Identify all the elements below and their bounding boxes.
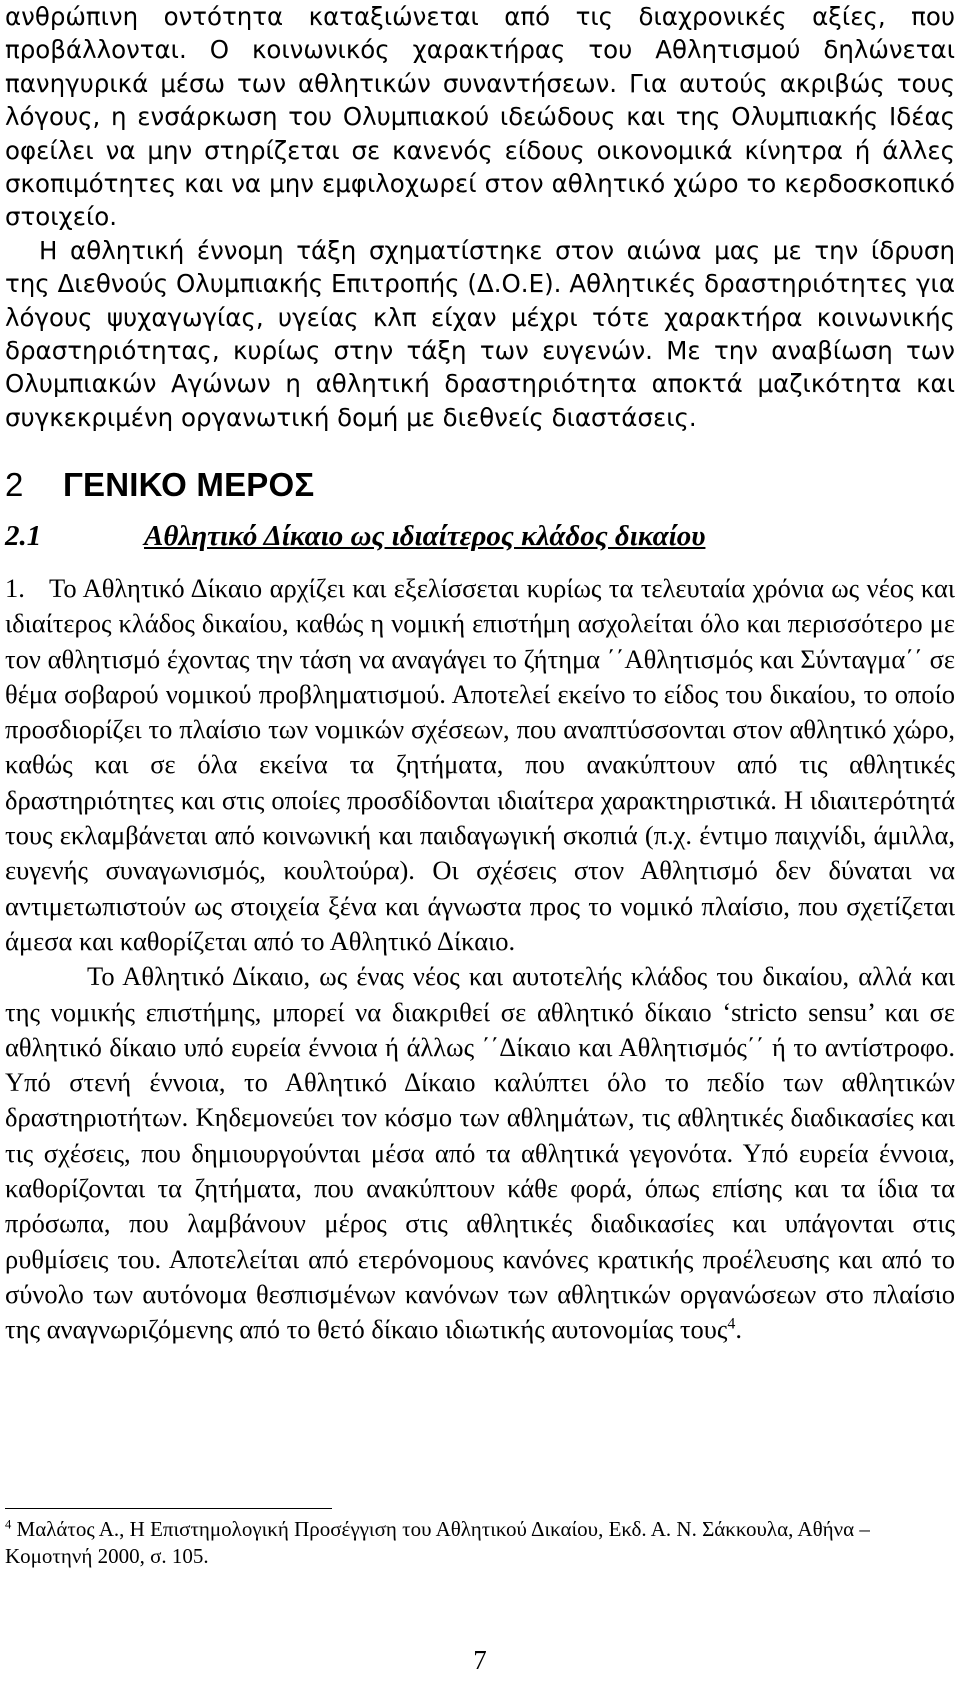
footnote-text: Μαλάτος Α., Η Επιστημολογική Προσέγγιση του Αθλητικού Δικαίου, Εκδ. Α. Ν. Σάκκουλα, Αθήνα – Κομοτηνή 2000, σ. 105. <box>5 1517 870 1568</box>
section-title: ΓΕΝΙΚΟ ΜΕΡΟΣ <box>63 466 315 503</box>
paragraph-number: 1. <box>5 573 25 603</box>
numbered-paragraph <box>5 571 955 959</box>
footnote-separator <box>5 1508 332 1509</box>
subsection-title: Αθλητικό Δίκαιο ως ιδιαίτερος κλάδος δικαίου <box>144 520 706 552</box>
paragraph-3 <box>5 959 955 1347</box>
page-number: 7 <box>473 1645 487 1675</box>
subsection-number: 2.1 <box>5 520 42 552</box>
footnote-mark: 4 <box>5 1517 12 1532</box>
intro-paragraph-1: ανθρώπινη οντότητα καταξιώνεται από τις διαχρονικές αξίες, που προβάλλονται. Ο κοινωνικός χαρακτήρας του Αθλητισμού δηλώνεται πανηγυρικά μέσω των αθλητικών συναντήσεων. Για αυτούς ακριβώς τους λόγους, η ενσάρκωση του Ολυμπιακού ιδεώδους και της Ολυμπιακής Ιδέας οφείλει να μην στηρίζεται σε κανενός είδους οικονομικά κίνητρα ή άλλες σκοπιμότητες και να μην εμφιλοχωρεί στον αθλητικό χώρο το κερδοσκοπικό στοιχείο. <box>5 2 955 232</box>
subsection-heading <box>5 520 705 553</box>
footnote <box>5 1516 955 1570</box>
paragraph-3-end: . <box>735 1314 742 1345</box>
section-number: 2 <box>5 466 24 503</box>
paragraph-3-text: Το Αθλητικό Δίκαιο, ως ένας νέος και αυτοτελής κλάδος του δικαίου, αλλά και της νομικής επιστήμης, μπορεί να διακριθεί σε αθλητικό δίκαιο ‘stricto sensu’ και σε αθλητικό δίκαιο υπό ευρεία έννοια ή άλλως ΄΄Δίκαιο και Αθλητισμός΄΄ ή το αντίστροφο. Υπό στενή έννοια, το Αθλητικό Δίκαιο καλύπτει όλο το πεδίο των αθλητικών δραστηριοτήτων. Κηδεμονεύει τον κόσμο των αθλημάτων, τις αθλητικές διαδικασίες και τις σχέσεις, που δημιουργούνται μέσα από τα αθλητικά γεγονότα. Υπό ευρεία έννοια, καθορίζονται τα ζητήματα, που ανακύπτουν κάθε φορά, όπως επίσης και τα ίδια τα πρόσωπα, που λαμβάνουν μέρος στις αθλητικές διαδικασίες και υπάγονται στις ρυθμίσεις του. Αποτελείται από ετερόνομους κανόνες κρατικής προέλευσης και από το σύνολο των αυτόνομα θεσπισμένων κανόνων των αθλητικών οργανώσεων στο πλαίσιο της αναγνωριζόμενης από το θετό δίκαιο ιδιωτικής αυτονομίας τους <box>5 961 955 1345</box>
body-section <box>5 571 955 1348</box>
numbered-paragraph-text: Το Αθλητικό Δίκαιο αρχίζει και εξελίσσεται κυρίως τα τελευταία χρόνια ως νέος και ιδιαίτερος κλάδος δικαίου, καθώς η νομική επιστήμη ασχολείται όλο και περισσότερο με τον αθλητισμό έχοντας την τάση να αναγάγει το ζήτημα ΄΄Αθλητισμός και Σύνταγμα΄΄ σε θέμα σοβαρού νομικού προβληματισμού. Αποτελεί εκείνο το είδος του δικαίου, το οποίο προσδιορίζει το πλαίσιο των νομικών σχέσεων, που αναπτύσσονται στον αθλητικό χώρο, καθώς και σε όλα εκείνα τα ζητήματα, που ανακύπτουν από τις αθλητικές δραστηριότητες και στις οποίες προσδίδονται ιδιαίτερα χαρακτηριστικά. Η ιδιαιτερότητά τους εκλαμβάνεται από κοινωνική και παιδαγωγική σκοπιά (π.χ. έντιμο παιχνίδι, άμιλλα, ευγενής συναγωνισμός, κουλτούρα). Οι σχέσεις στον Αθλητισμό δεν δύναται να αντιμετωπιστούν ως στοιχεία ξένα και άγνωστα προς το νομικό πλαίσιο, που σχετίζεται άμεσα και καθορίζεται από το Αθλητικό Δίκαιο. <box>5 573 955 956</box>
section-heading <box>5 466 314 504</box>
footnote-reference: 4 <box>727 1315 736 1333</box>
intro-paragraph-2: Η αθλητική έννομη τάξη σχηματίστηκε στον αιώνα μας με την ίδρυση της Διεθνούς Ολυμπιακής Επιτροπής (Δ.Ο.Ε). Αθλητικές δραστηριότητες για λόγους ψυχαγωγίας, υγείας κλπ είχαν μέχρι τότε χαρακτήρα κοινωνικής δραστηριότητας, κυρίως στην τάξη των ευγενών. Με την αναβίωση των Ολυμπιακών Αγώνων η αθλητική δραστηριότητα αποκτά μαζικότητα και συγκεκριμένη οργανωτική δομή με διεθνείς διαστάσεις. <box>5 235 955 432</box>
intro-section <box>5 0 955 434</box>
